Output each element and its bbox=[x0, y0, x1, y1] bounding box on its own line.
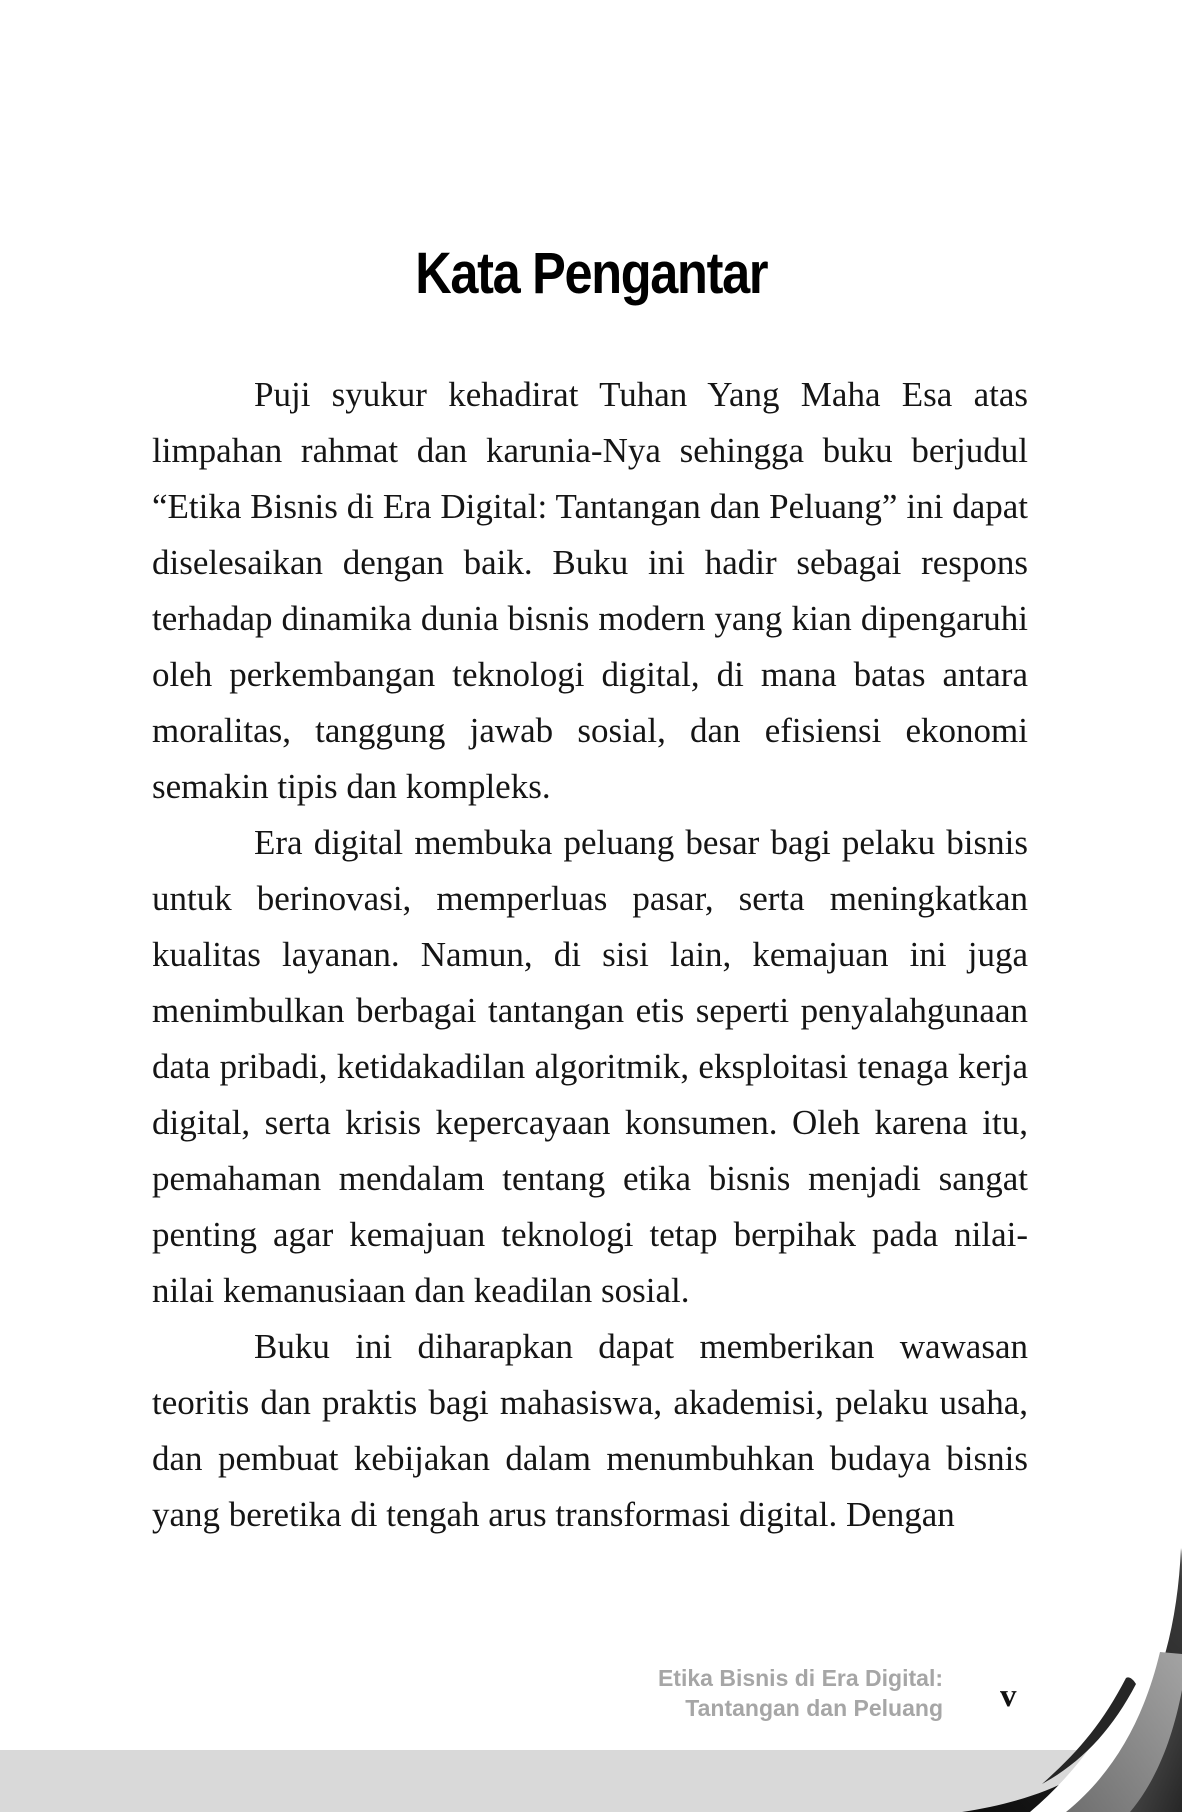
running-footer-line-2: Tantangan dan Peluang bbox=[685, 1695, 943, 1721]
running-footer-book-title bbox=[658, 1663, 943, 1723]
page-title bbox=[0, 241, 1182, 307]
corner-swoosh-graphic bbox=[930, 1440, 1182, 1812]
paragraph-3: Buku ini diharapkan dapat memberikan wawasan teoritis dan praktis bagi mahasiswa, akademisi, pelaku usaha, dan pembuat kebijakan dalam menumbuhkan budaya bisnis yang beretika di tengah arus transformasi digital. Dengan bbox=[152, 1327, 1028, 1534]
page-number: v bbox=[1000, 1678, 1017, 1714]
preface-body bbox=[152, 367, 1028, 1543]
page-title-text: Kata Pengantar bbox=[415, 241, 767, 306]
paragraph-1: Puji syukur kehadirat Tuhan Yang Maha Esa atas limpahan rahmat dan karunia-Nya sehingga buku berjudul “Etika Bisnis di Era Digital: Tantangan dan Peluang” ini dapat diselesaikan dengan baik. Buku ini hadir sebagai respons terhadap dinamika dunia bisnis modern yang kian dipengaruhi oleh perkembangan teknologi digital, di mana batas antara moralitas, tanggung jawab sosial, dan efisiensi ekonomi semakin tipis dan kompleks. bbox=[152, 375, 1028, 806]
running-footer-line-1: Etika Bisnis di Era Digital: bbox=[657, 1665, 943, 1691]
paragraph-2: Era digital membuka peluang besar bagi pelaku bisnis untuk berinovasi, memperluas pasar, serta meningkatkan kualitas layanan. Namun, di sisi lain, kemajuan ini juga menimbulkan berbagai tantangan etis seperti penyalahgunaan data pribadi, ketidakadilan algoritmik, eksploitasi tenaga kerja digital, serta krisis kepercayaan konsumen. Oleh karena itu, pemahaman mendalam tentang etika bisnis menjadi sangat penting agar kemajuan teknologi tetap berpihak pada nilai-nilai kemanusiaan dan keadilan sosial. bbox=[152, 823, 1028, 1310]
